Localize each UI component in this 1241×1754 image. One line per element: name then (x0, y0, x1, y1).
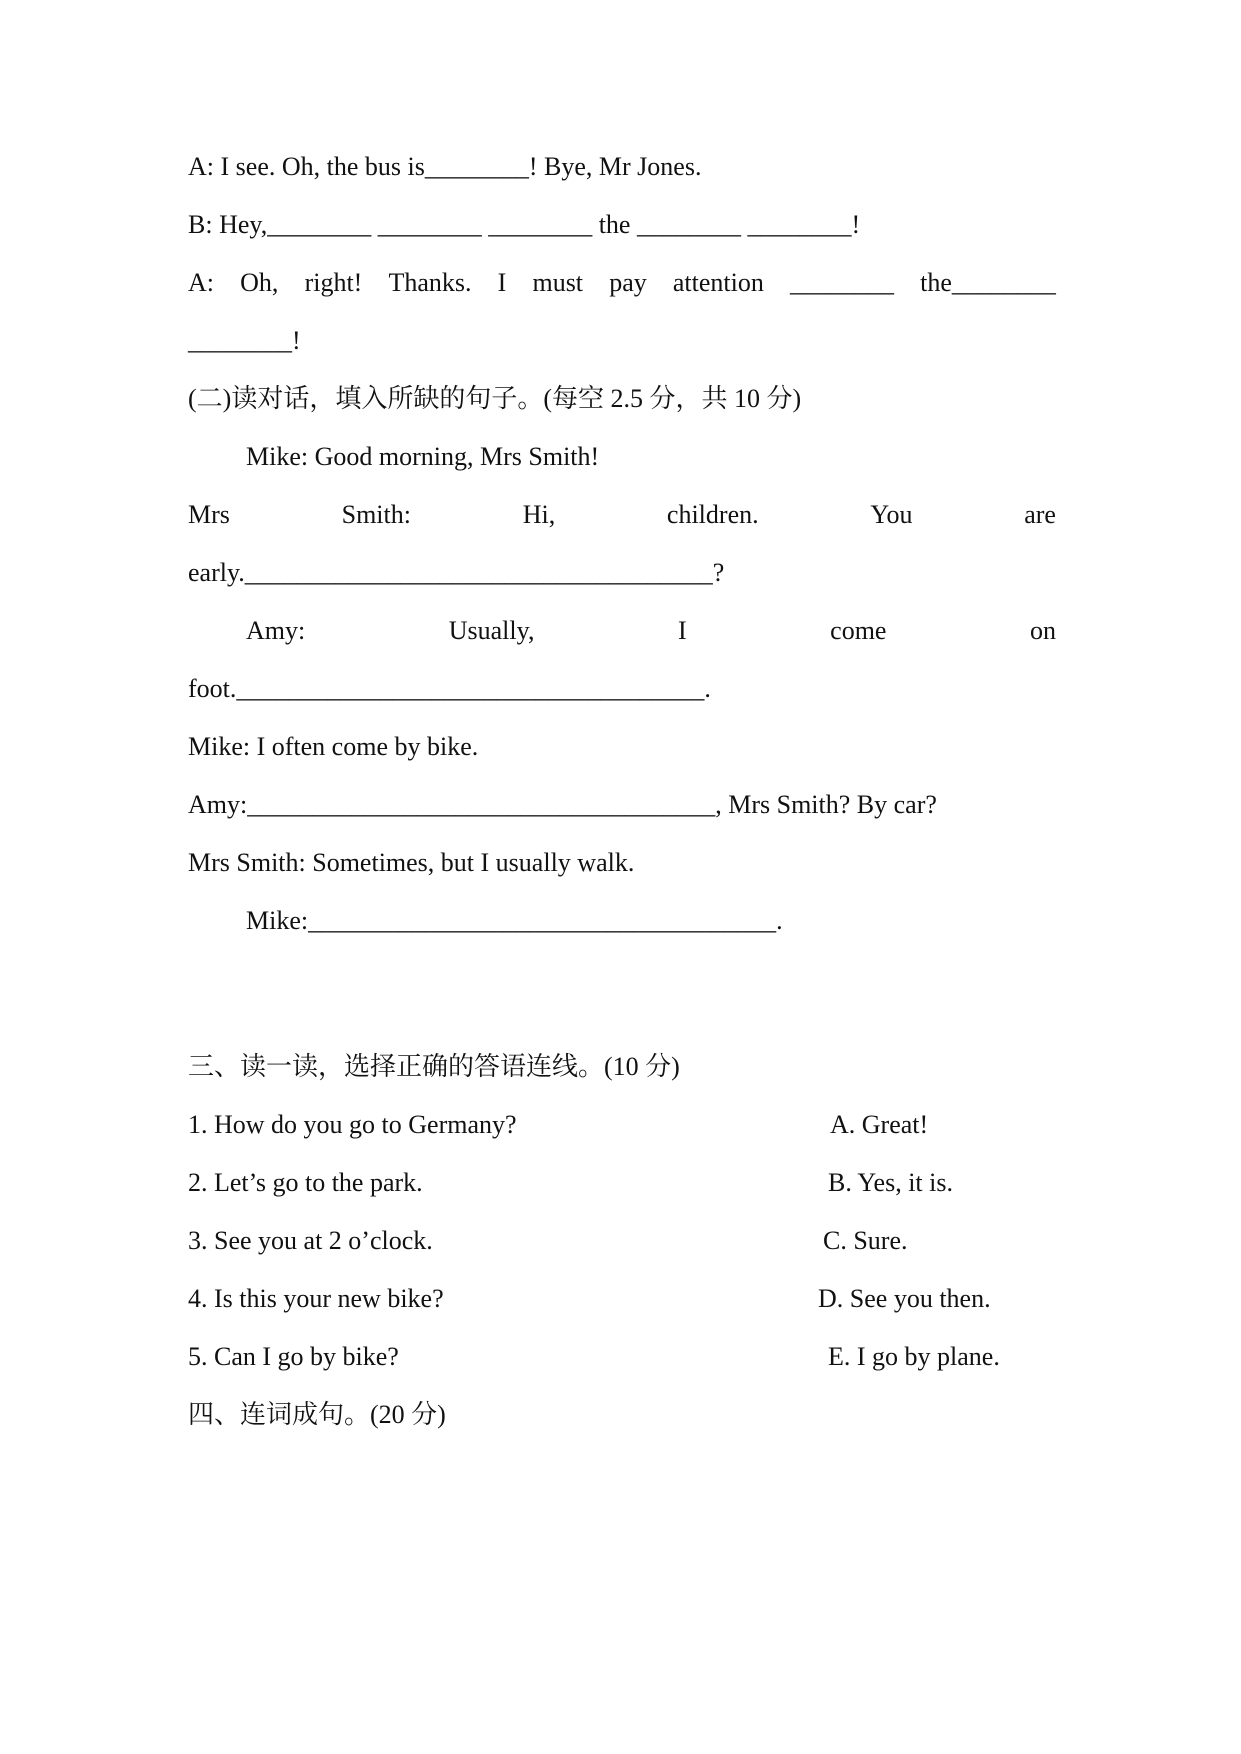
word: must (532, 268, 584, 297)
answer-item: B. Yes, it is. (828, 1168, 953, 1197)
word: right! (304, 268, 363, 297)
dialogue-line-a1: A: I see. Oh, the bus is________! Bye, Mr Jones. (188, 152, 702, 181)
word: come (830, 616, 887, 645)
word: the________ (920, 268, 1056, 297)
word: I (497, 268, 507, 297)
dialogue-line-mrs-smith-1 (188, 498, 1056, 532)
word: ________ (790, 268, 894, 297)
question-item: 2. Let’s go to the park. (188, 1168, 423, 1197)
dialogue-line-amy-1 (246, 614, 1056, 648)
dialogue-line-b1: B: Hey,________ ________ ________ the ________ ________! (188, 210, 861, 239)
word: are (1024, 500, 1056, 529)
word: Oh, (240, 268, 279, 297)
question-item: 1. How do you go to Germany? (188, 1110, 517, 1139)
section-3-heading: 三、读一读，选择正确的答语连线。(10 分) (188, 1052, 680, 1081)
word: Amy: (246, 616, 306, 645)
word: Thanks. (388, 268, 472, 297)
answer-item: C. Sure. (823, 1226, 908, 1255)
answer-item: A. Great! (830, 1110, 929, 1139)
word: Hi, (522, 500, 556, 529)
dialogue-line-mike-2: Mike: I often come by bike. (188, 732, 479, 761)
word: I (677, 616, 687, 645)
answer-item: E. I go by plane. (828, 1342, 1000, 1371)
question-item: 3. See you at 2 o’clock. (188, 1226, 433, 1255)
dialogue-line-mrs-smith-1-cont: early.____________________________________? (188, 558, 725, 587)
word: You (870, 500, 913, 529)
word: Smith: (341, 500, 411, 529)
question-item: 5. Can I go by bike? (188, 1342, 399, 1371)
dialogue-line-a2 (188, 266, 1056, 300)
question-item: 4. Is this your new bike? (188, 1284, 444, 1313)
dialogue-line-a2-cont: ________! (188, 326, 301, 355)
word: on (1029, 616, 1056, 645)
dialogue-line-mike-1: Mike: Good morning, Mrs Smith! (246, 442, 600, 471)
dialogue-line-amy-1-cont: foot.____________________________________. (188, 674, 711, 703)
word: children. (666, 500, 759, 529)
answer-item: D. See you then. (818, 1284, 991, 1313)
dialogue-line-amy-2: Amy:____________________________________, Mrs Smith? By car? (188, 790, 937, 819)
word: A: (188, 268, 214, 297)
section-4-heading: 四、连词成句。(20 分) (188, 1400, 446, 1429)
dialogue-line-mrs-smith-2: Mrs Smith: Sometimes, but I usually walk. (188, 848, 635, 877)
section-2-heading: (二)读对话，填入所缺的句子。(每空 2.5 分，共 10 分) (188, 384, 802, 413)
dialogue-line-mike-3: Mike:____________________________________. (246, 906, 783, 935)
word: Usually, (448, 616, 535, 645)
word: pay (609, 268, 647, 297)
word: Mrs (188, 500, 230, 529)
word: attention (672, 268, 764, 297)
